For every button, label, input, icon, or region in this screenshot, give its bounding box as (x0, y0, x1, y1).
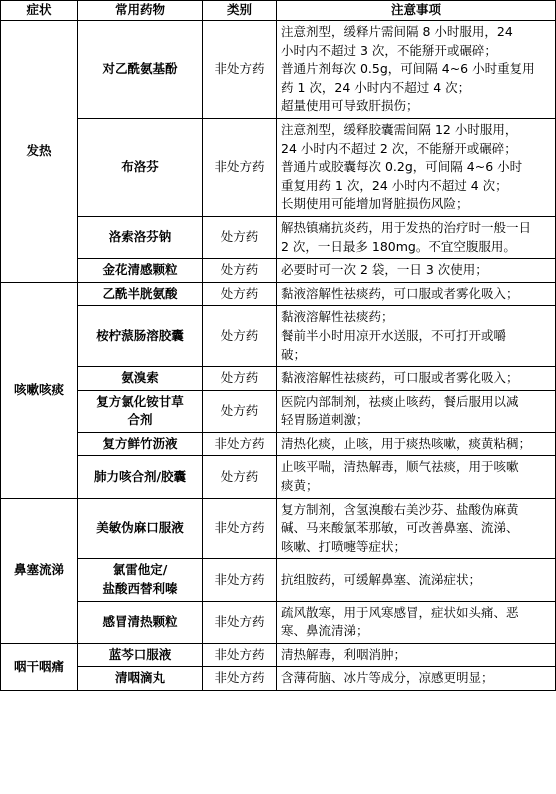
drug-name: 清咽滴丸 (114, 670, 165, 686)
table-row (1, 118, 556, 216)
notes-cell (277, 601, 556, 643)
drug-cell (78, 118, 203, 216)
drug-cell (78, 282, 203, 306)
note-line: 抗组胺药，可缓解鼻塞、流涕症状； (281, 571, 482, 587)
note-line: 碱、马来酸氯苯那敏，可改善鼻塞、流涕、 (281, 520, 519, 536)
header-notes: 注意事项 (277, 1, 556, 21)
note-line: 寒、鼻流清涕； (281, 623, 369, 639)
drug-name: 复方氯化铵甘草 (96, 393, 184, 409)
symptom-cell: 咽干咽痛 (1, 643, 78, 690)
note-line: 咳嗽、打喷嚏等症状； (281, 538, 407, 554)
note-line: 清热解毒，利咽消肿； (281, 646, 407, 662)
drug-name: 布洛芬 (121, 159, 159, 175)
drug-name: 蓝芩口服液 (108, 646, 172, 662)
notes-cell (277, 21, 556, 119)
note-line: 注意剂型，缓释胶囊需间隔 12 小时服用， (281, 121, 518, 137)
note-line: 餐前半小时用凉开水送服，不可打开或嚼 (281, 327, 507, 343)
drug-name: 盐酸西替利嗪 (102, 581, 178, 597)
category-cell: 非处方药 (203, 118, 277, 216)
table-row (1, 306, 556, 367)
drug-cell (78, 390, 203, 432)
notes-cell (277, 643, 556, 667)
drug-cell (78, 601, 203, 643)
category-cell: 处方药 (203, 390, 277, 432)
notes-cell (277, 282, 556, 306)
note-line: 必要时可一次 2 袋，一日 3 次使用； (281, 262, 488, 278)
drug-name: 氯雷他定/ (112, 562, 168, 578)
category-cell: 处方药 (203, 282, 277, 306)
notes-cell (277, 367, 556, 391)
note-line: 药 1 次，24 小时内不超过 4 次； (281, 79, 471, 95)
symptom-cell: 发热 (1, 21, 78, 283)
notes-cell (277, 216, 556, 258)
table-body (1, 21, 556, 691)
drug-name: 乙酰半胱氨酸 (102, 285, 178, 301)
table-row (1, 559, 556, 601)
notes-cell (277, 259, 556, 283)
note-line: 普通片或胶囊每次 0.2g，可间隔 4~6 小时 (281, 159, 523, 175)
table-row (1, 456, 556, 498)
drug-name: 桉柠蒎肠溶胶囊 (96, 327, 184, 343)
drug-cell (78, 21, 203, 119)
note-line: 轻胃肠道刺激； (281, 412, 369, 428)
drug-cell (78, 432, 203, 456)
symptom-cell: 鼻塞流涕 (1, 498, 78, 643)
notes-cell (277, 559, 556, 601)
note-line: 小时内不超过 3 次，不能掰开或碾碎； (281, 42, 497, 58)
symptom-cell: 咳嗽咳痰 (1, 282, 78, 498)
drug-cell (78, 643, 203, 667)
note-line: 超量使用可导致肝损伤； (281, 98, 419, 114)
note-line: 2 次，一日最多 180mg。不宜空腹服用。 (281, 238, 516, 254)
table-row (1, 216, 556, 258)
note-line: 黏液溶解性祛痰药； (281, 309, 394, 325)
category-cell: 非处方药 (203, 667, 277, 691)
note-line: 长期使用可能增加肾脏损伤风险； (281, 196, 469, 212)
drug-cell (78, 216, 203, 258)
note-line: 痰黄； (281, 478, 319, 494)
drug-cell (78, 456, 203, 498)
notes-cell (277, 432, 556, 456)
note-line: 清热化痰，止咳，用于痰热咳嗽，痰黄粘稠； (281, 435, 532, 451)
drug-cell (78, 367, 203, 391)
drug-name: 肺力咳合剂/胶囊 (93, 468, 187, 484)
note-line: 解热镇痛抗炎药，用于发热的治疗时一般一日 (281, 219, 532, 235)
table-row (1, 601, 556, 643)
category-cell: 非处方药 (203, 643, 277, 667)
notes-cell (277, 306, 556, 367)
table-row (1, 390, 556, 432)
category-cell: 处方药 (203, 367, 277, 391)
drug-name: 氨溴索 (121, 370, 159, 386)
table-row (1, 432, 556, 456)
category-cell: 非处方药 (203, 559, 277, 601)
category-cell: 非处方药 (203, 21, 277, 119)
category-cell: 非处方药 (203, 601, 277, 643)
drug-cell (78, 559, 203, 601)
header-symptom: 症状 (1, 1, 78, 21)
category-cell: 非处方药 (203, 432, 277, 456)
drug-cell (78, 259, 203, 283)
note-line: 黏液溶解性祛痰药，可口服或者雾化吸入； (281, 285, 519, 301)
drug-cell (78, 306, 203, 367)
header-row (1, 1, 556, 21)
table-row (1, 282, 556, 306)
drug-name: 洛索洛芬钠 (108, 229, 172, 245)
table-row (1, 259, 556, 283)
notes-cell (277, 498, 556, 559)
note-line: 黏液溶解性祛痰药，可口服或者雾化吸入； (281, 370, 519, 386)
drug-name: 复方鲜竹沥液 (102, 435, 178, 451)
note-line: 24 小时内不超过 2 次，不能掰开或碾碎； (281, 140, 517, 156)
drug-cell (78, 498, 203, 559)
drug-name: 感冒清热颗粒 (102, 613, 178, 629)
table-row (1, 367, 556, 391)
note-line: 医院内部制剂，祛痰止咳药，餐后服用以减 (281, 393, 519, 409)
drug-name: 金花清感颗粒 (102, 262, 178, 278)
drug-cell (78, 667, 203, 691)
notes-cell (277, 118, 556, 216)
header-category: 类别 (203, 1, 277, 21)
note-line: 注意剂型，缓释片需间隔 8 小时服用，24 (281, 24, 513, 39)
drug-name: 对乙酰氨基酚 (102, 61, 178, 77)
drug-name: 美敏伪麻口服液 (96, 520, 184, 536)
table-row (1, 643, 556, 667)
note-line: 复方制剂，含氢溴酸右美沙芬、盐酸伪麻黄 (281, 501, 519, 517)
table-row (1, 498, 556, 559)
table-row (1, 667, 556, 691)
note-line: 疏风散寒，用于风寒感冒，症状如头痛、恶 (281, 604, 519, 620)
notes-cell (277, 390, 556, 432)
category-cell: 非处方药 (203, 498, 277, 559)
drug-name: 合剂 (127, 412, 153, 428)
category-cell: 处方药 (203, 306, 277, 367)
table-row (1, 21, 556, 119)
header-drug: 常用药物 (78, 1, 203, 21)
note-line: 破； (281, 346, 307, 362)
category-cell: 处方药 (203, 216, 277, 258)
category-cell: 处方药 (203, 456, 277, 498)
category-cell: 处方药 (203, 259, 277, 283)
notes-cell (277, 456, 556, 498)
note-line: 含薄荷脑、冰片等成分，凉感更明显； (281, 670, 494, 686)
note-line: 普通片剂每次 0.5g，可间隔 4~6 小时重复用 (281, 61, 535, 77)
notes-cell (277, 667, 556, 691)
note-line: 止咳平喘，清热解毒，顺气祛痰，用于咳嗽 (281, 459, 519, 475)
note-line: 重复用药 1 次，24 小时内不超过 4 次； (281, 177, 508, 193)
